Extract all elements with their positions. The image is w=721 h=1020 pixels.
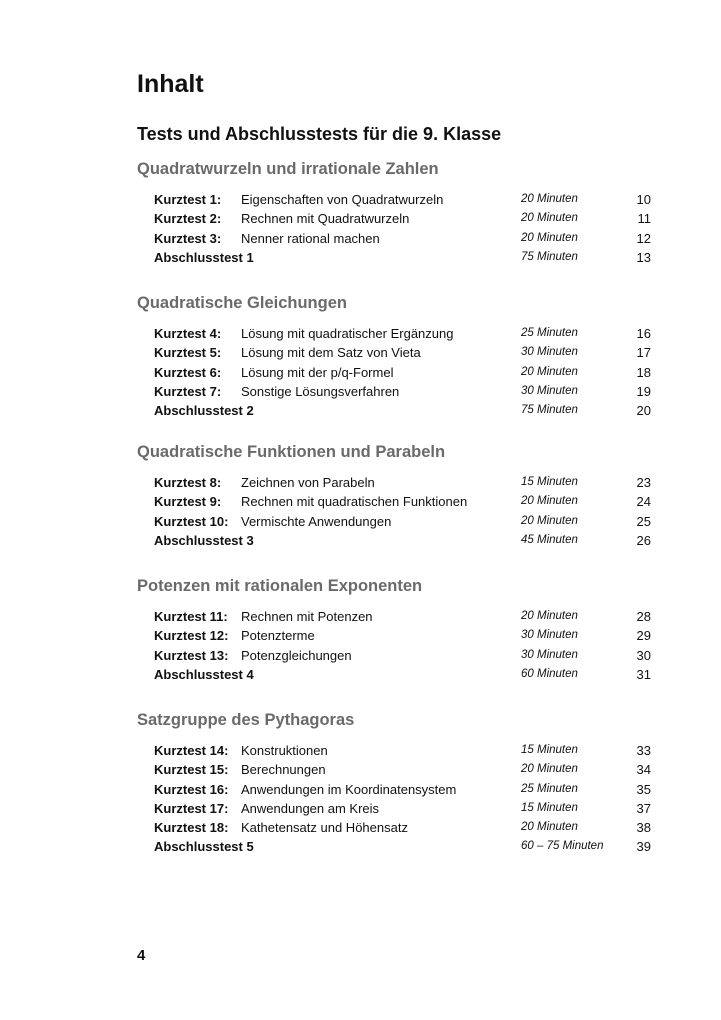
toc-entry — [137, 665, 657, 684]
entry-duration: 45 Minuten — [521, 533, 578, 546]
toc-section — [137, 291, 657, 420]
toc-entry — [137, 363, 657, 382]
entry-topic: Rechnen mit Quadratwurzeln — [241, 211, 410, 227]
entry-duration: 20 Minuten — [521, 610, 578, 622]
entry-duration: 20 Minuten — [521, 514, 578, 527]
entry-duration: 60 Minuten — [521, 667, 578, 680]
toc-entry — [137, 837, 657, 856]
entry-topic: Berechnungen — [241, 762, 326, 778]
entry-duration: 15 Minuten — [521, 476, 578, 488]
toc-entry — [137, 818, 657, 837]
entry-page-number: 20 — [636, 403, 651, 419]
entry-topic: Lösung mit quadratischer Ergänzung — [241, 326, 454, 341]
entry-topic: Anwendungen am Kreis — [241, 800, 380, 816]
entry-topic: Sonstige Lösungsverfahren — [241, 383, 400, 399]
toc-entry — [137, 799, 657, 818]
toc-section — [137, 157, 657, 267]
entry-page-number: 13 — [636, 249, 651, 265]
entry-label: Kurztest 14: — [154, 743, 229, 758]
toc-section — [137, 440, 657, 550]
entry-duration: 20 Minuten — [521, 821, 578, 834]
entry-page-number: 38 — [636, 820, 651, 836]
entry-duration: 30 Minuten — [521, 629, 578, 642]
entry-page-number: 23 — [636, 475, 651, 490]
entry-label: Kurztest 2: — [154, 211, 222, 227]
toc-entry — [137, 607, 657, 626]
entry-page-number: 31 — [636, 666, 651, 682]
entry-label: Kurztest 10: — [154, 513, 229, 529]
toc-entry — [137, 626, 657, 645]
section-title: Quadratwurzeln und irrationale Zahlen — [137, 160, 439, 178]
entry-label: Kurztest 15: — [154, 762, 229, 778]
entry-label: Kurztest 8: — [154, 475, 222, 490]
toc-entry — [137, 190, 657, 209]
entry-label: Abschlusstest 2 — [154, 403, 254, 419]
entry-label: Kurztest 1: — [154, 192, 222, 207]
entry-label: Kurztest 16: — [154, 781, 229, 797]
entry-duration: 15 Minuten — [521, 744, 578, 756]
entry-page-number: 25 — [636, 513, 651, 529]
entry-page-number: 39 — [636, 839, 651, 855]
toc-entry — [137, 492, 657, 511]
entry-topic: Eigenschaften von Quadratwurzeln — [241, 192, 444, 207]
toc-section — [137, 708, 657, 857]
toc-entry — [137, 646, 657, 665]
entry-label: Abschlusstest 3 — [154, 532, 254, 548]
entry-label: Abschlusstest 5 — [154, 839, 254, 855]
entry-list — [137, 324, 657, 420]
entry-page-number: 16 — [636, 326, 651, 341]
entry-page-number: 19 — [636, 383, 651, 399]
entry-page-number: 29 — [636, 628, 651, 644]
entry-topic: Kathetensatz und Höhensatz — [241, 820, 408, 836]
toc-entry — [137, 512, 657, 531]
page-title: Inhalt — [137, 70, 204, 98]
toc-section — [137, 574, 657, 684]
entry-duration: 75 Minuten — [521, 404, 578, 417]
entry-page-number: 28 — [636, 609, 651, 624]
entry-list — [137, 741, 657, 857]
entry-label: Kurztest 17: — [154, 800, 229, 816]
toc-entry — [137, 382, 657, 401]
entry-duration: 25 Minuten — [521, 782, 578, 795]
entry-duration: 20 Minuten — [521, 212, 578, 225]
entry-page-number: 10 — [636, 192, 651, 207]
entry-label: Kurztest 5: — [154, 345, 222, 361]
entry-duration: 20 Minuten — [521, 365, 578, 378]
entry-list — [137, 607, 657, 684]
entry-label: Kurztest 18: — [154, 820, 229, 836]
entry-page-number: 17 — [636, 345, 651, 361]
toc-entry — [137, 780, 657, 799]
entry-label: Kurztest 11: — [154, 609, 228, 624]
entry-duration: 20 Minuten — [521, 193, 578, 205]
entry-page-number: 35 — [636, 781, 651, 797]
entry-duration: 60 – 75 Minuten — [521, 840, 604, 853]
entry-duration: 30 Minuten — [521, 648, 578, 661]
toc-entry — [137, 209, 657, 228]
section-title: Satzgruppe des Pythagoras — [137, 711, 355, 729]
entry-list — [137, 190, 657, 267]
entry-topic: Anwendungen im Koordinatensystem — [241, 781, 457, 797]
entry-topic: Rechnen mit quadratischen Funktionen — [241, 494, 468, 510]
entry-page-number: 24 — [636, 494, 651, 510]
entry-duration: 15 Minuten — [521, 801, 578, 814]
entry-duration: 25 Minuten — [521, 327, 578, 339]
entry-label: Abschlusstest 4 — [154, 666, 254, 682]
toc-entry — [137, 229, 657, 248]
entry-label: Kurztest 6: — [154, 364, 222, 380]
section-title: Potenzen mit rationalen Exponenten — [137, 577, 423, 595]
entry-duration: 30 Minuten — [521, 346, 578, 359]
toc-entry — [137, 531, 657, 550]
entry-page-number: 18 — [636, 364, 651, 380]
entry-page-number: 33 — [636, 743, 651, 758]
entry-duration: 20 Minuten — [521, 763, 578, 776]
entry-label: Abschlusstest 1 — [154, 249, 254, 265]
entry-label: Kurztest 9: — [154, 494, 222, 510]
entry-list — [137, 473, 657, 550]
entry-page-number: 26 — [636, 532, 651, 548]
toc-entry — [137, 401, 657, 420]
entry-topic: Potenzgleichungen — [241, 647, 352, 663]
entry-page-number: 37 — [636, 800, 651, 816]
toc-entry — [137, 760, 657, 779]
entry-topic: Konstruktionen — [241, 743, 328, 758]
entry-duration: 20 Minuten — [521, 495, 578, 508]
entry-label: Kurztest 13: — [154, 647, 229, 663]
page-subtitle: Tests und Abschlusstests für die 9. Klasse — [137, 124, 502, 144]
entry-label: Kurztest 4: — [154, 326, 222, 341]
page-number: 4 — [137, 947, 146, 964]
entry-topic: Lösung mit dem Satz von Vieta — [241, 345, 421, 361]
toc-entry — [137, 473, 657, 492]
entry-topic: Rechnen mit Potenzen — [241, 609, 373, 624]
entry-duration: 30 Minuten — [521, 384, 578, 397]
entry-topic: Vermischte Anwendungen — [241, 513, 392, 529]
entry-label: Kurztest 7: — [154, 383, 222, 399]
section-title: Quadratische Gleichungen — [137, 294, 347, 312]
entry-page-number: 12 — [636, 230, 651, 246]
entry-label: Kurztest 3: — [154, 230, 222, 246]
toc-entry — [137, 248, 657, 267]
entry-topic: Potenzterme — [241, 628, 315, 644]
entry-duration: 75 Minuten — [521, 250, 578, 263]
toc-entry — [137, 343, 657, 362]
entry-page-number: 30 — [636, 647, 651, 663]
entry-topic: Zeichnen von Parabeln — [241, 475, 375, 490]
toc-entry — [137, 324, 657, 343]
entry-page-number: 11 — [637, 211, 651, 227]
section-title: Quadratische Funktionen und Parabeln — [137, 443, 446, 461]
entry-topic: Lösung mit der p/q-Formel — [241, 364, 394, 380]
entry-topic: Nenner rational machen — [241, 230, 380, 246]
toc-entry — [137, 741, 657, 760]
entry-label: Kurztest 12: — [154, 628, 229, 644]
entry-page-number: 34 — [636, 762, 651, 778]
entry-duration: 20 Minuten — [521, 231, 578, 244]
